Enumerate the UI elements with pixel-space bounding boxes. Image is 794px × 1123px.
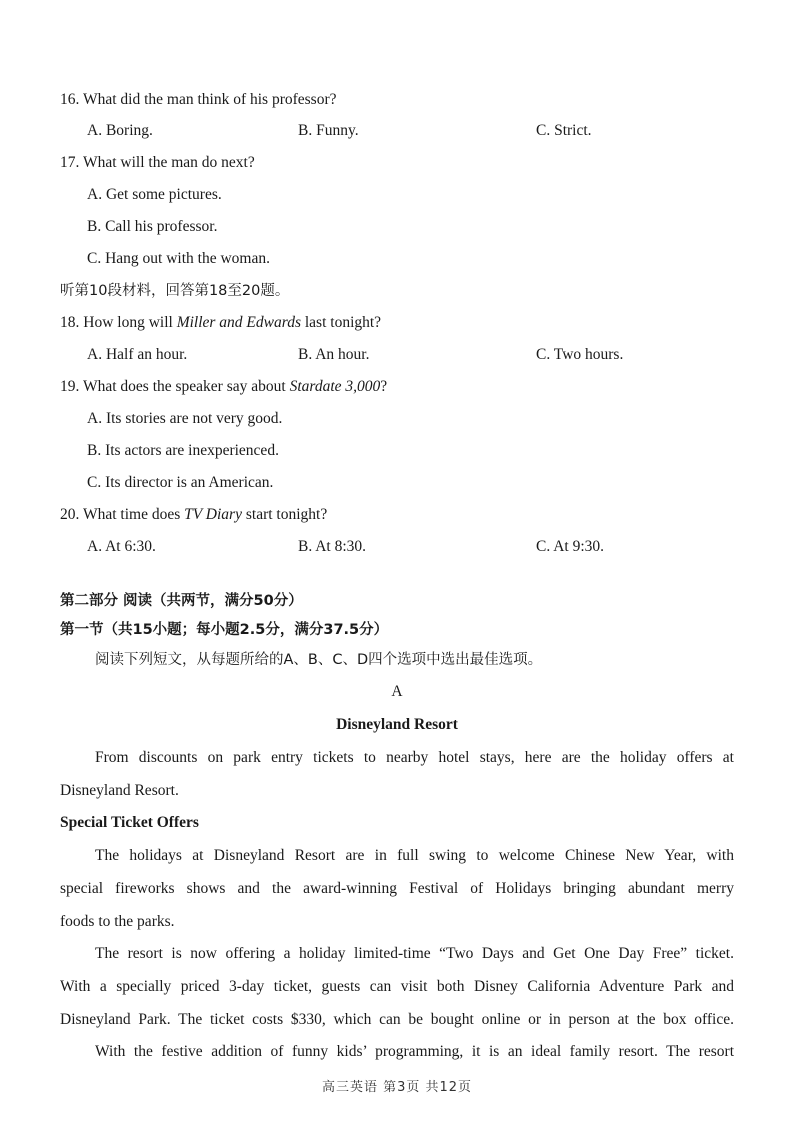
question-20-option-b: B. At 8:30. [298,538,367,555]
passage-para1-line-3: foods to the parks. [60,913,175,930]
question-19-option-c: C. Its director is an American. [87,474,274,491]
question-18-option-b: B. An hour. [298,346,370,363]
question-17-option-a: A. Get some pictures. [87,186,222,203]
passage-para2-line-1: The resort is now offering a holiday limited-time “Two Days and Get One Day Free” ticket. [95,945,734,962]
question-20-option-a: A. At 6:30. [87,538,156,555]
question-19-stem [60,377,387,397]
question-16-option-b: B. Funny. [298,122,359,139]
question-19-option-b: B. Its actors are inexperienced. [87,442,279,459]
question-20-stem-title: TV Diary [184,506,242,523]
question-16-stem: 16. What did the man think of his professor? [60,91,337,108]
question-19-stem-pre: 19. What does the speaker say about [60,378,290,395]
question-18-stem-post: last tonight? [300,314,382,331]
question-18-option-c: C. Two hours. [536,346,624,363]
question-18-stem-pre: 18. How long will [60,314,177,331]
question-16-option-a: A. Boring. [87,122,153,139]
question-16-option-c: C. Strict. [536,122,592,139]
passage-label: A [391,683,403,700]
passage-para2-line-2: With a specially priced 3-day ticket, guests can visit both Disney California Adventure Park and [60,978,734,995]
question-17-option-c: C. Hang out with the woman. [87,250,270,267]
part2-section1-heading: 第一节（共15小题；每小题2.5分，满分37.5分） [60,622,389,638]
part2-heading: 第二部分 阅读（共两节，满分50分） [60,593,303,609]
question-18-stem [60,313,381,333]
question-18-stem-title: Miller and Edwards [176,314,301,331]
passage-title: Disneyland Resort [336,716,458,733]
question-20-option-c: C. At 9:30. [536,538,605,555]
question-20-stem-post: start tonight? [241,506,328,523]
question-19-stem-post: ? [380,378,388,395]
part2-instruction: 阅读下列短文，从每题所给的A、B、C、D四个选项中选出最佳选项。 [95,652,543,668]
passage-intro-line-1: From discounts on park entry tickets to nearby hotel stays, here are the holiday offers at [95,749,734,766]
question-19-option-a: A. Its stories are not very good. [87,410,283,427]
listening-instruction: 听第10段材料，回答第18至20题。 [60,283,290,299]
passage-para3-line-1: With the festive addition of funny kids’ programming, it is an ideal family resort. The resort [95,1043,734,1060]
passage-subheading: Special Ticket Offers [60,814,199,831]
passage-intro-line-2: Disneyland Resort. [60,782,179,799]
question-19-stem-title: Stardate 3,000 [289,378,381,395]
passage-para1-line-1: The holidays at Disneyland Resort are in full swing to welcome Chinese New Year, with [95,847,734,864]
passage-para1-line-2: special fireworks shows and the award-winning Festival of Holidays bringing abundant merry [60,880,734,897]
question-18-option-a: A. Half an hour. [87,346,188,363]
question-20-stem-pre: 20. What time does [60,506,185,523]
question-20-stem [60,505,327,525]
passage-para2-line-3: Disneyland Park. The ticket costs $330, which can be bought online or in person at the box office. [60,1011,734,1028]
question-17-stem: 17. What will the man do next? [60,154,255,171]
page-footer: 高三英语 第3页 共12页 [321,1080,473,1095]
question-17-option-b: B. Call his professor. [87,218,218,235]
